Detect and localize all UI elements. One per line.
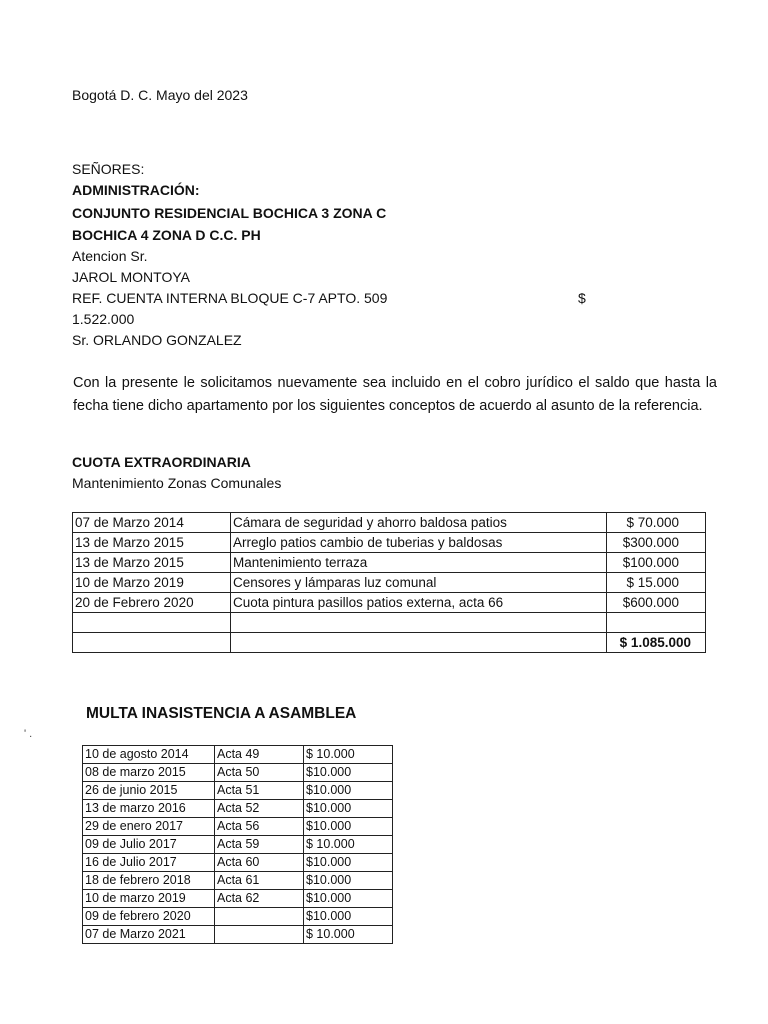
date-line: Bogotá D. C. Mayo del 2023 bbox=[72, 87, 248, 103]
row-date: 08 de marzo 2015 bbox=[83, 764, 215, 782]
table-row bbox=[83, 800, 393, 818]
recipient-line-3: BOCHICA 4 ZONA D C.C. PH bbox=[72, 227, 261, 243]
row-amount: $600.000 bbox=[607, 593, 706, 613]
row-date: 20 de Febrero 2020 bbox=[73, 593, 231, 613]
row-amount: $ 10.000 bbox=[304, 926, 393, 944]
extraordinaria-subheading: Mantenimiento Zonas Comunales bbox=[72, 475, 282, 491]
row-date: 29 de enero 2017 bbox=[83, 818, 215, 836]
multa-table bbox=[82, 745, 393, 944]
row-acta: Acta 60 bbox=[215, 854, 304, 872]
row-amount: $10.000 bbox=[304, 818, 393, 836]
table-row bbox=[83, 890, 393, 908]
row-amount: $10.000 bbox=[304, 890, 393, 908]
row-amount: $10.000 bbox=[304, 800, 393, 818]
row-date: 10 de marzo 2019 bbox=[83, 890, 215, 908]
margin-mark: ' . bbox=[24, 728, 33, 740]
row-amount: $300.000 bbox=[607, 533, 706, 553]
row-date: 13 de Marzo 2015 bbox=[73, 553, 231, 573]
row-date bbox=[73, 613, 231, 633]
row-date: 07 de Marzo 2014 bbox=[73, 513, 231, 533]
row-acta: Acta 51 bbox=[215, 782, 304, 800]
table-row bbox=[73, 613, 706, 633]
row-acta: Acta 62 bbox=[215, 890, 304, 908]
attention-line: Atencion Sr. bbox=[72, 248, 148, 264]
row-amount: $10.000 bbox=[304, 908, 393, 926]
extraordinaria-heading: CUOTA EXTRAORDINARIA bbox=[72, 454, 251, 470]
total-empty-cell bbox=[73, 633, 231, 653]
row-amount: $ 10.000 bbox=[304, 836, 393, 854]
table-row bbox=[83, 818, 393, 836]
row-acta bbox=[215, 926, 304, 944]
recipient-line-1: ADMINISTRACIÓN: bbox=[72, 182, 200, 198]
row-concept: Cuota pintura pasillos patios externa, acta 66 bbox=[231, 593, 607, 613]
row-acta: Acta 56 bbox=[215, 818, 304, 836]
body-paragraph: Con la presente le solicitamos nuevamente sea incluido en el cobro jurídico el saldo que hasta la fecha tiene dicho apartamento por los siguientes conceptos de acuerdo al asunto de la referencia. bbox=[73, 375, 717, 414]
table-row bbox=[83, 908, 393, 926]
table-row bbox=[73, 573, 706, 593]
row-date: 09 de febrero 2020 bbox=[83, 908, 215, 926]
table-row bbox=[73, 533, 706, 553]
multa-heading: MULTA INASISTENCIA A ASAMBLEA bbox=[86, 705, 357, 722]
row-date: 18 de febrero 2018 bbox=[83, 872, 215, 890]
total-empty-cell bbox=[231, 633, 607, 653]
extraordinaria-table bbox=[72, 512, 706, 653]
extraordinaria-total: $ 1.085.000 bbox=[607, 633, 706, 653]
row-amount bbox=[607, 613, 706, 633]
reference-line: REF. CUENTA INTERNA BLOQUE C-7 APTO. 509 bbox=[72, 290, 388, 306]
attention-name: JAROL MONTOYA bbox=[72, 269, 190, 285]
row-amount: $10.000 bbox=[304, 854, 393, 872]
owner-line: Sr. ORLANDO GONZALEZ bbox=[72, 332, 242, 348]
recipient-line-2: CONJUNTO RESIDENCIAL BOCHICA 3 ZONA C bbox=[72, 205, 387, 221]
table-row bbox=[83, 782, 393, 800]
row-concept: Mantenimiento terraza bbox=[231, 553, 607, 573]
row-acta: Acta 59 bbox=[215, 836, 304, 854]
table-row bbox=[73, 513, 706, 533]
row-acta: Acta 49 bbox=[215, 746, 304, 764]
table-row bbox=[83, 854, 393, 872]
row-concept: Censores y lámparas luz comunal bbox=[231, 573, 607, 593]
row-amount: $ 15.000 bbox=[607, 573, 706, 593]
row-date: 16 de Julio 2017 bbox=[83, 854, 215, 872]
row-amount: $10.000 bbox=[304, 782, 393, 800]
table-row bbox=[73, 553, 706, 573]
row-acta: Acta 61 bbox=[215, 872, 304, 890]
row-amount: $ 70.000 bbox=[607, 513, 706, 533]
row-acta: Acta 50 bbox=[215, 764, 304, 782]
table-row bbox=[83, 872, 393, 890]
row-date: 07 de Marzo 2021 bbox=[83, 926, 215, 944]
row-amount: $ 10.000 bbox=[304, 746, 393, 764]
row-acta: Acta 52 bbox=[215, 800, 304, 818]
row-date: 13 de Marzo 2015 bbox=[73, 533, 231, 553]
row-date: 26 de junio 2015 bbox=[83, 782, 215, 800]
row-acta bbox=[215, 908, 304, 926]
row-amount: $100.000 bbox=[607, 553, 706, 573]
extraordinaria-total-row bbox=[73, 633, 706, 653]
reference-amount: 1.522.000 bbox=[72, 311, 135, 327]
table-row bbox=[83, 836, 393, 854]
row-concept: Arreglo patios cambio de tuberias y baldosas bbox=[231, 533, 607, 553]
row-concept bbox=[231, 613, 607, 633]
row-amount: $10.000 bbox=[304, 872, 393, 890]
row-date: 09 de Julio 2017 bbox=[83, 836, 215, 854]
row-amount: $10.000 bbox=[304, 764, 393, 782]
row-concept: Cámara de seguridad y ahorro baldosa patios bbox=[231, 513, 607, 533]
salutation: SEÑORES: bbox=[72, 161, 145, 177]
table-row bbox=[83, 764, 393, 782]
table-row bbox=[83, 926, 393, 944]
row-date: 10 de agosto 2014 bbox=[83, 746, 215, 764]
row-date: 10 de Marzo 2019 bbox=[73, 573, 231, 593]
row-date: 13 de marzo 2016 bbox=[83, 800, 215, 818]
reference-currency: $ bbox=[578, 290, 586, 306]
table-row bbox=[83, 746, 393, 764]
table-row bbox=[73, 593, 706, 613]
